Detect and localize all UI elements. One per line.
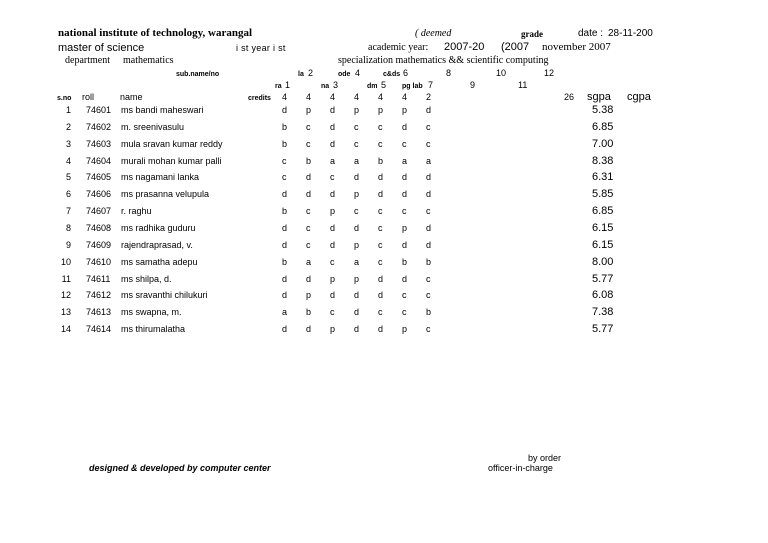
- row-grade: d: [282, 274, 288, 284]
- subject-dm-label: dm: [367, 83, 378, 90]
- row-grade: b: [378, 156, 384, 166]
- row-grade: p: [330, 324, 336, 334]
- row-grade: b: [426, 307, 432, 317]
- date-value: 28-11-200: [608, 28, 653, 39]
- credits-cds: 4: [402, 92, 408, 102]
- row-grade: c: [426, 139, 431, 149]
- subject-no-9: 9: [470, 80, 476, 90]
- row-grade: d: [378, 172, 384, 182]
- specialization: specialization mathematics && scientific computing: [338, 55, 549, 66]
- department-label: department: [65, 55, 110, 66]
- subject-la-label: la: [298, 71, 304, 78]
- row-sno: 13: [60, 307, 71, 317]
- column-cgpa: cgpa: [627, 91, 651, 103]
- row-grade: p: [330, 274, 336, 284]
- row-sgpa: 5.77: [592, 273, 614, 285]
- row-grade: p: [354, 274, 360, 284]
- row-sno: 10: [60, 257, 71, 267]
- row-sno: 3: [65, 139, 71, 149]
- row-grade: a: [282, 307, 288, 317]
- credits-ra: 4: [282, 92, 288, 102]
- by-order: by order: [528, 453, 562, 463]
- row-sgpa: 8.00: [592, 256, 614, 268]
- row-roll: 74609: [86, 240, 112, 250]
- row-grade: d: [402, 189, 408, 199]
- row-sgpa: 6.15: [592, 222, 614, 234]
- row-sno: 5: [65, 172, 71, 182]
- credits-pglab: 2: [426, 92, 432, 102]
- row-grade: d: [330, 122, 336, 132]
- row-roll: 74611: [86, 274, 111, 284]
- row-grade: d: [330, 290, 336, 300]
- row-sgpa: 6.08: [592, 289, 614, 301]
- total-credits: 26: [564, 92, 575, 102]
- row-grade: c: [282, 156, 287, 166]
- subject-la-no: 2: [308, 68, 314, 78]
- row-grade: p: [402, 223, 408, 233]
- row-roll: 74608: [86, 223, 112, 233]
- row-roll: 74605: [86, 172, 112, 182]
- row-grade: d: [282, 290, 288, 300]
- row-grade: d: [330, 240, 336, 250]
- row-grade: c: [378, 240, 383, 250]
- row-grade: c: [306, 206, 311, 216]
- row-grade: d: [330, 139, 336, 149]
- row-grade: d: [282, 189, 288, 199]
- row-grade: d: [426, 172, 432, 182]
- row-grade: p: [354, 105, 360, 115]
- row-name: rajendraprasad, v.: [121, 240, 193, 250]
- row-grade: d: [330, 189, 336, 199]
- row-sno: 12: [60, 290, 71, 300]
- row-grade: d: [306, 274, 312, 284]
- row-grade: d: [282, 240, 288, 250]
- row-grade: d: [426, 240, 432, 250]
- row-grade: d: [330, 105, 336, 115]
- institute-name: national institute of technology, warangal: [58, 27, 253, 39]
- row-grade: b: [282, 206, 288, 216]
- row-grade: c: [402, 139, 407, 149]
- row-roll: 74614: [86, 324, 112, 334]
- row-grade: c: [402, 206, 407, 216]
- row-grade: d: [378, 290, 384, 300]
- grade-label: grade: [521, 29, 543, 39]
- row-grade: c: [378, 139, 383, 149]
- row-grade: c: [426, 290, 431, 300]
- row-roll: 74612: [86, 290, 112, 300]
- row-grade: a: [402, 156, 408, 166]
- row-name: r. raghu: [121, 206, 152, 216]
- row-name: ms nagamani lanka: [121, 172, 200, 182]
- row-name: m. sreenivasulu: [121, 122, 185, 132]
- row-grade: p: [354, 189, 360, 199]
- row-grade: c: [378, 122, 383, 132]
- row-sno: 14: [60, 324, 71, 334]
- row-grade: c: [354, 206, 359, 216]
- department-value: mathematics: [123, 55, 174, 66]
- column-sgpa: sgpa: [587, 91, 611, 103]
- row-grade: p: [306, 290, 312, 300]
- row-grade: c: [282, 172, 287, 182]
- subject-cds-label: c&ds: [383, 71, 401, 78]
- academic-year-label: academic year:: [368, 42, 429, 53]
- row-grade: d: [426, 189, 432, 199]
- row-sno: 6: [65, 189, 71, 199]
- row-sno: 4: [65, 156, 71, 166]
- row-grade: c: [306, 240, 311, 250]
- row-grade: d: [330, 223, 336, 233]
- subject-na-label: na: [321, 83, 330, 90]
- row-grade: p: [330, 206, 336, 216]
- row-grade: c: [426, 324, 431, 334]
- row-grade: a: [354, 156, 360, 166]
- row-grade: b: [426, 257, 432, 267]
- row-grade: c: [306, 223, 311, 233]
- row-grade: c: [402, 307, 407, 317]
- row-grade: d: [378, 189, 384, 199]
- subject-ode-no: 4: [355, 68, 361, 78]
- row-sno: 8: [65, 223, 71, 233]
- subject-dm-no: 5: [381, 80, 387, 90]
- row-grade: d: [354, 307, 360, 317]
- row-sgpa: 6.85: [592, 121, 614, 133]
- row-roll: 74606: [86, 189, 112, 199]
- row-grade: d: [378, 324, 384, 334]
- designed-by: designed & developed by computer center: [89, 463, 271, 473]
- row-grade: d: [402, 240, 408, 250]
- row-grade: d: [426, 223, 432, 233]
- row-grade: d: [282, 223, 288, 233]
- subject-ra-label: ra: [275, 83, 282, 90]
- row-roll: 74603: [86, 139, 112, 149]
- row-grade: c: [426, 122, 431, 132]
- year-semester: i st year i st: [236, 43, 286, 53]
- row-grade: c: [378, 307, 383, 317]
- row-name: mula sravan kumar reddy: [121, 139, 223, 149]
- row-grade: c: [378, 206, 383, 216]
- deemed-label: ( deemed: [415, 28, 452, 39]
- row-grade: a: [306, 257, 312, 267]
- row-roll: 74601: [86, 105, 112, 115]
- row-name: murali mohan kumar palli: [121, 156, 222, 166]
- row-grade: c: [306, 139, 311, 149]
- subject-no-12: 12: [544, 68, 555, 78]
- row-grade: c: [354, 139, 359, 149]
- row-roll: 74613: [86, 307, 112, 317]
- row-roll: 74602: [86, 122, 112, 132]
- row-grade: b: [282, 139, 288, 149]
- row-grade: p: [354, 240, 360, 250]
- credits-label: credits: [248, 95, 271, 102]
- column-name: name: [120, 92, 143, 102]
- row-grade: c: [378, 223, 383, 233]
- subject-cds-no: 6: [403, 68, 409, 78]
- program-name: master of science: [58, 42, 145, 54]
- subject-pglab-label: pg lab: [402, 83, 423, 90]
- row-sgpa: 8.38: [592, 155, 614, 167]
- row-grade: d: [306, 189, 312, 199]
- subject-no-8: 8: [446, 68, 452, 78]
- row-name: ms shilpa, d.: [121, 274, 172, 284]
- subject-no-11: 11: [518, 80, 528, 90]
- row-name: ms swapna, m.: [121, 307, 182, 317]
- row-grade: c: [402, 290, 407, 300]
- row-grade: c: [306, 122, 311, 132]
- officer-in-charge: officer-in-charge: [488, 463, 553, 473]
- exam-month: november 2007: [542, 41, 611, 53]
- row-grade: d: [354, 324, 360, 334]
- row-sgpa: 7.00: [592, 138, 614, 150]
- subject-na-no: 3: [333, 80, 339, 90]
- row-grade: c: [354, 122, 359, 132]
- row-grade: d: [402, 274, 408, 284]
- row-grade: d: [426, 105, 432, 115]
- row-sno: 7: [65, 206, 71, 216]
- row-roll: 74607: [86, 206, 112, 216]
- row-sgpa: 6.31: [592, 171, 614, 183]
- row-grade: c: [426, 274, 431, 284]
- subject-no-10: 10: [496, 68, 507, 78]
- row-grade: d: [354, 223, 360, 233]
- credits-dm: 4: [378, 92, 384, 102]
- row-grade: a: [426, 156, 432, 166]
- sub-name-no-label: sub.name/no: [176, 71, 220, 78]
- row-sno: 11: [61, 274, 71, 284]
- row-sgpa: 5.38: [592, 104, 614, 116]
- row-grade: c: [330, 307, 335, 317]
- row-name: ms thirumalatha: [121, 324, 186, 334]
- row-grade: p: [402, 324, 408, 334]
- row-sno: 2: [65, 122, 71, 132]
- row-sgpa: 5.85: [592, 188, 614, 200]
- row-name: ms prasanna velupula: [121, 189, 210, 199]
- row-grade: d: [306, 172, 312, 182]
- row-grade: b: [282, 257, 288, 267]
- row-grade: c: [426, 206, 431, 216]
- row-name: ms radhika guduru: [121, 223, 196, 233]
- row-grade: b: [402, 257, 408, 267]
- row-grade: p: [378, 105, 384, 115]
- row-grade: c: [330, 172, 335, 182]
- row-grade: d: [402, 172, 408, 182]
- row-grade: b: [306, 307, 312, 317]
- row-grade: d: [378, 274, 384, 284]
- credits-na: 4: [330, 92, 336, 102]
- row-grade: a: [330, 156, 336, 166]
- subject-ode-label: ode: [338, 71, 351, 78]
- row-grade: d: [282, 105, 288, 115]
- row-grade: a: [354, 257, 360, 267]
- row-name: ms bandi maheswari: [121, 105, 204, 115]
- row-grade: b: [306, 156, 312, 166]
- row-grade: c: [330, 257, 335, 267]
- row-roll: 74610: [86, 257, 112, 267]
- row-grade: p: [306, 105, 312, 115]
- credits-ode: 4: [354, 92, 360, 102]
- academic-year-value: 2007-20: [444, 41, 485, 53]
- row-grade: d: [306, 324, 312, 334]
- row-sgpa: 6.15: [592, 239, 614, 251]
- credits-la: 4: [306, 92, 312, 102]
- row-sgpa: 6.85: [592, 205, 614, 217]
- row-grade: d: [402, 122, 408, 132]
- row-roll: 74604: [86, 156, 112, 166]
- row-grade: p: [402, 105, 408, 115]
- row-sno: 9: [65, 240, 71, 250]
- column-roll: roll: [82, 92, 95, 102]
- row-grade: d: [354, 290, 360, 300]
- row-grade: b: [282, 122, 288, 132]
- row-sgpa: 5.77: [592, 323, 614, 335]
- row-sgpa: 7.38: [592, 306, 614, 318]
- subject-pglab-no: 7: [428, 80, 434, 90]
- row-sno: 1: [65, 105, 71, 115]
- date-label: date :: [578, 28, 604, 39]
- subject-ra-no: 1: [285, 80, 291, 90]
- column-sno: s.no: [57, 95, 72, 102]
- exam-year: (2007: [501, 41, 530, 53]
- row-grade: d: [354, 172, 360, 182]
- row-grade: d: [282, 324, 288, 334]
- row-grade: c: [378, 257, 383, 267]
- row-name: ms samatha adepu: [121, 257, 198, 267]
- row-name: ms sravanthi chilukuri: [121, 290, 208, 300]
